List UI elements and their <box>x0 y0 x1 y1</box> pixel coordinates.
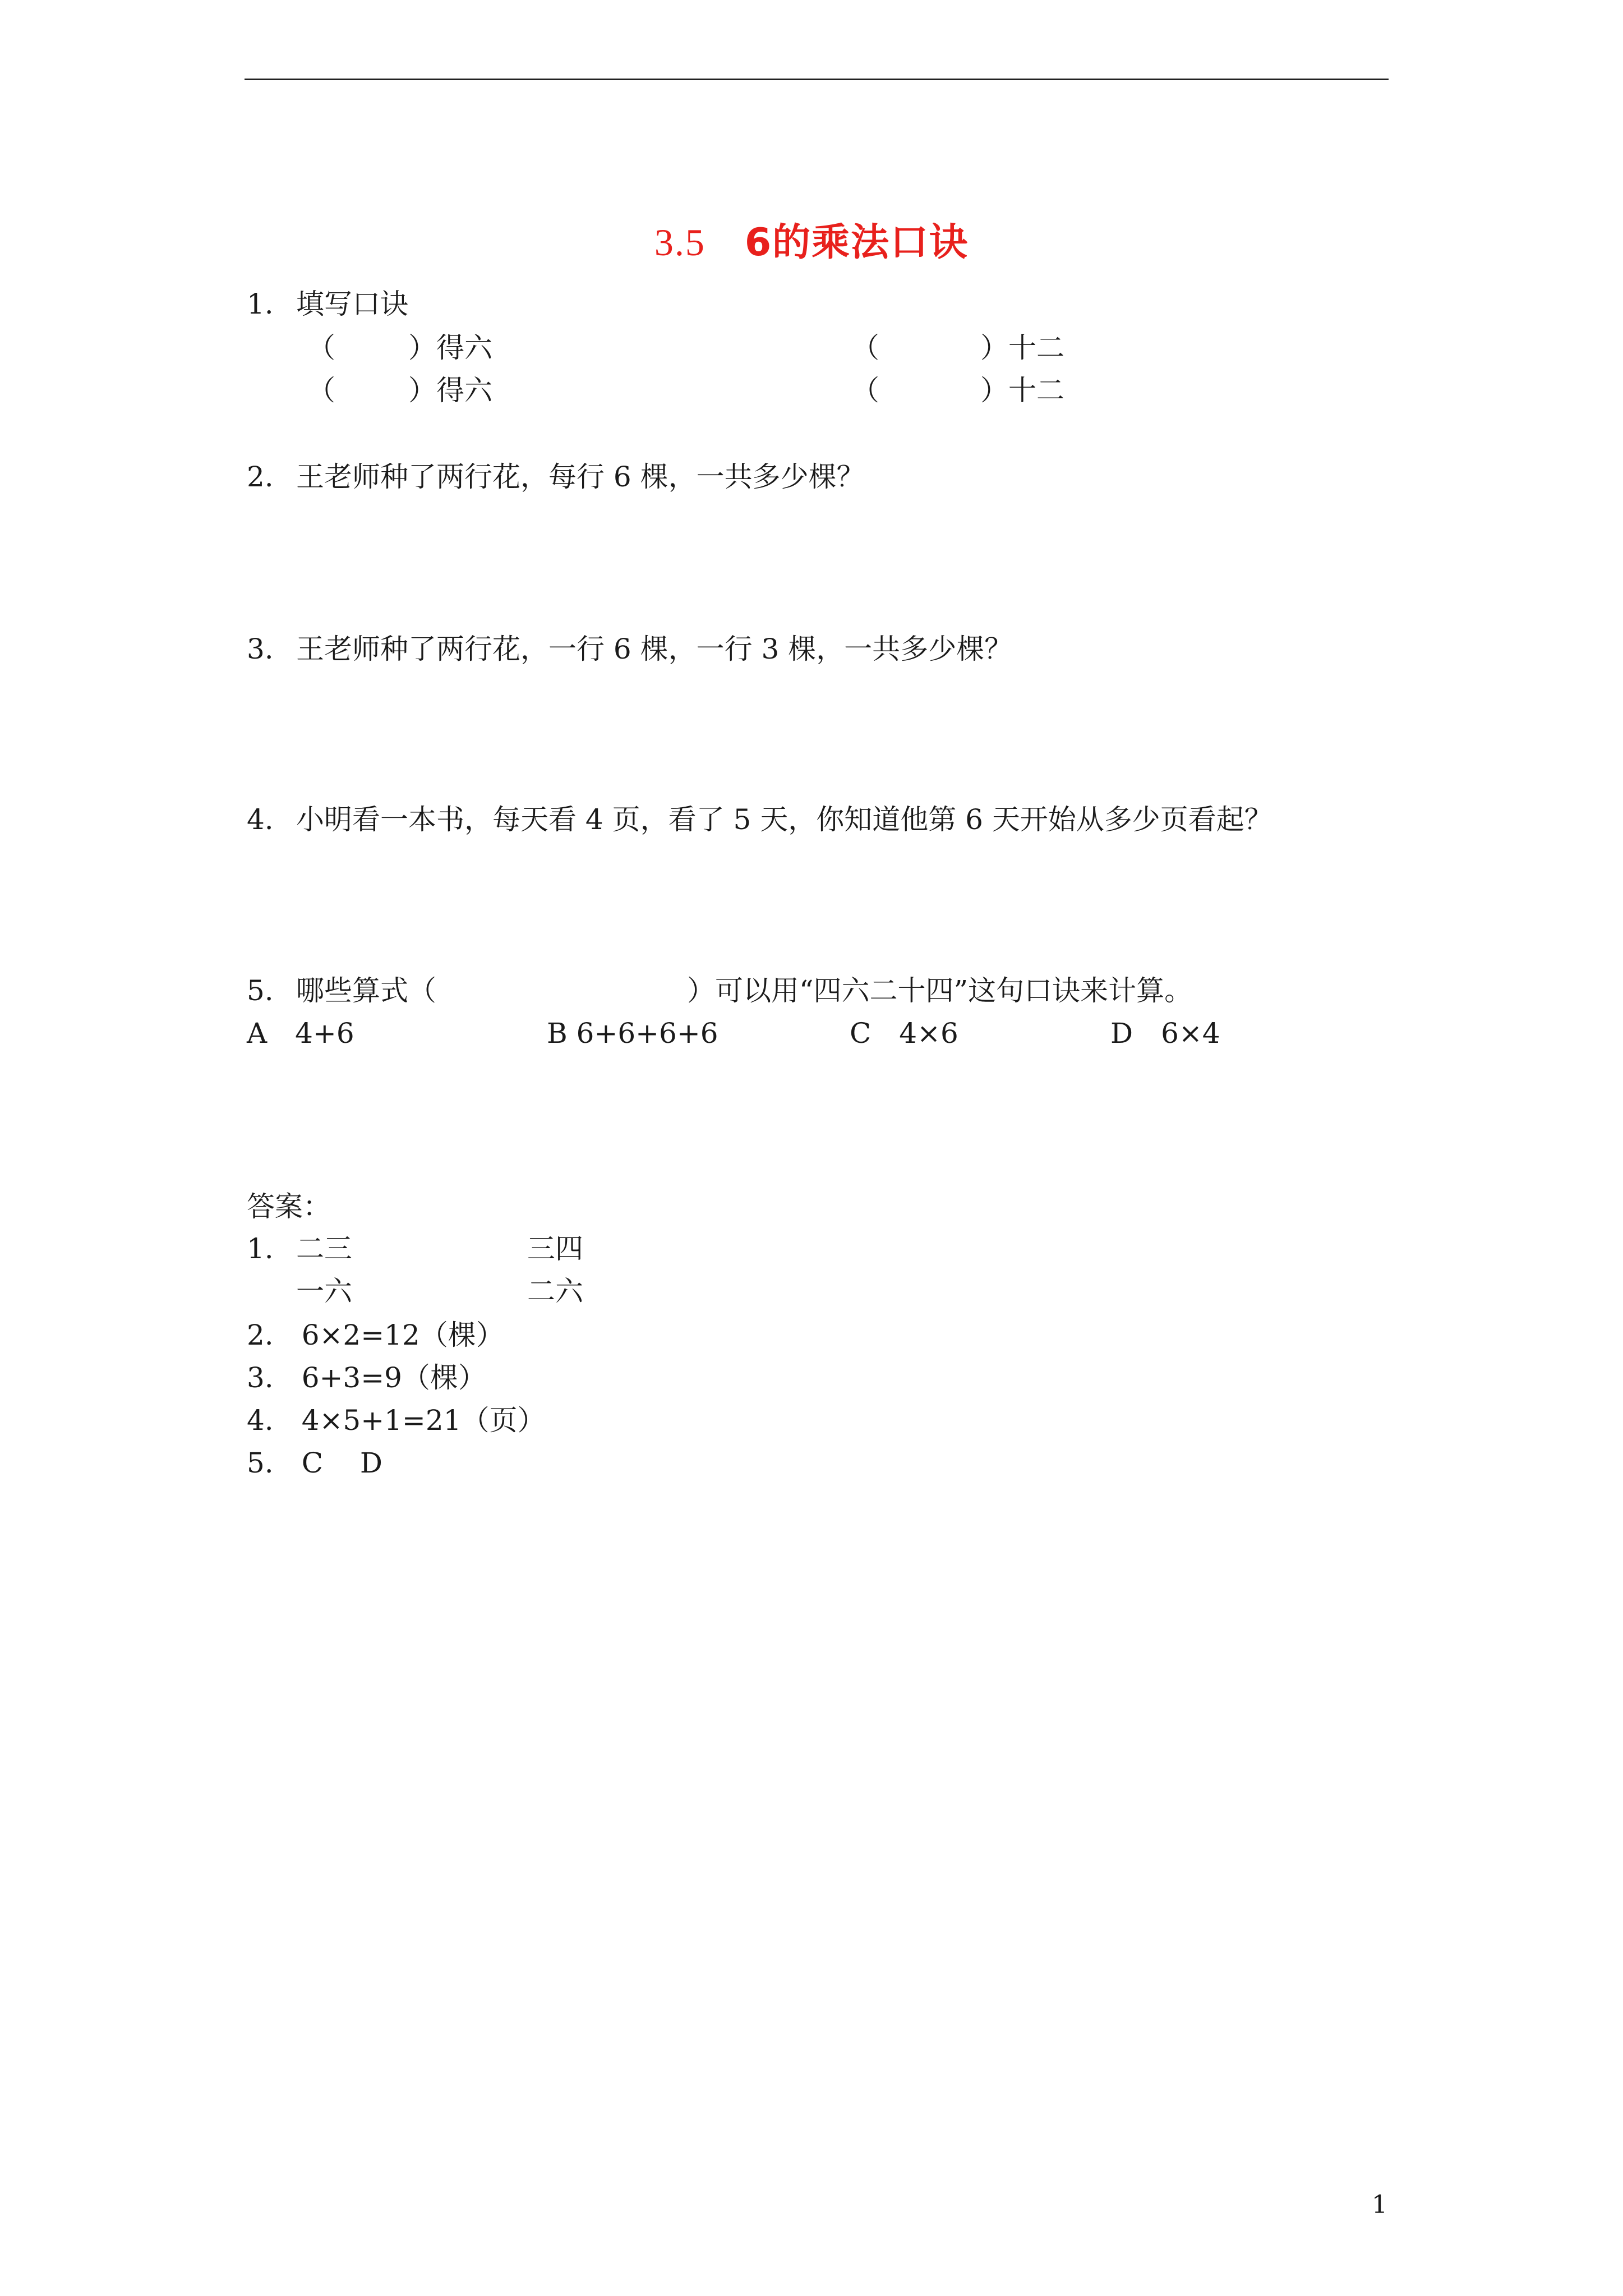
q1-blank-4-close: ）十二 <box>980 374 1064 407</box>
q5-option-b: B 6+6+6+6 <box>547 1017 718 1050</box>
page-title <box>0 212 1623 266</box>
answers-heading: 答案： <box>247 1190 331 1223</box>
answer-1-r1c1: 二三 <box>296 1232 352 1265</box>
q5-text-before: 哪些算式（ <box>296 974 436 1007</box>
q1-text: 填写口诀 <box>296 288 408 320</box>
q5-option-d: D 6×4 <box>1110 1017 1220 1050</box>
q4-number: 4. <box>247 803 274 836</box>
q5-text-after: ）可以用“四六二十四”这句口诀来计算。 <box>687 974 1193 1007</box>
answer-2: 2. 6×2=12（棵） <box>247 1319 504 1351</box>
q3-text: 王老师种了两行花，一行 6 棵，一行 3 棵，一共多少棵？ <box>296 633 1013 665</box>
answer-1-number: 1. <box>247 1232 274 1265</box>
q1-blank-4-open: （ <box>851 374 879 407</box>
q2-number: 2. <box>247 461 274 493</box>
answer-1-r2c1: 一六 <box>296 1275 352 1308</box>
answer-3: 3. 6+3=9（棵） <box>247 1361 486 1394</box>
q2-text: 王老师种了两行花，每行 6 棵，一共多少棵？ <box>296 461 865 493</box>
title-text: 6的乘法口诀 <box>744 220 969 265</box>
q5-number: 5. <box>247 974 274 1007</box>
answer-4: 4. 4×5+1=21（页） <box>247 1404 546 1437</box>
page-number: 1 <box>1372 2191 1387 2219</box>
q3-number: 3. <box>247 633 274 665</box>
q5-option-c: C 4×6 <box>850 1017 958 1050</box>
q5-option-a: A 4+6 <box>247 1017 354 1050</box>
q1-blank-3-open: （ <box>307 374 335 407</box>
q1-blank-2-open: （ <box>851 332 879 364</box>
answer-1-r2c2: 二六 <box>527 1275 583 1308</box>
q1-blank-1-open: （ <box>307 332 335 364</box>
answer-1-r1c2: 三四 <box>527 1232 583 1265</box>
q1-blank-1-close: ）得六 <box>408 332 492 364</box>
q1-blank-2-close: ）十二 <box>980 332 1064 364</box>
answer-5: 5. C D <box>247 1447 382 1479</box>
header-rule <box>245 79 1389 80</box>
q4-text: 小明看一本书，每天看 4 页，看了 5 天，你知道他第 6 天开始从多少页看起？ <box>296 803 1272 836</box>
q1-blank-3-close: ）得六 <box>408 374 492 407</box>
q1-number: 1. <box>247 288 274 320</box>
title-number: 3.5 <box>654 221 706 264</box>
